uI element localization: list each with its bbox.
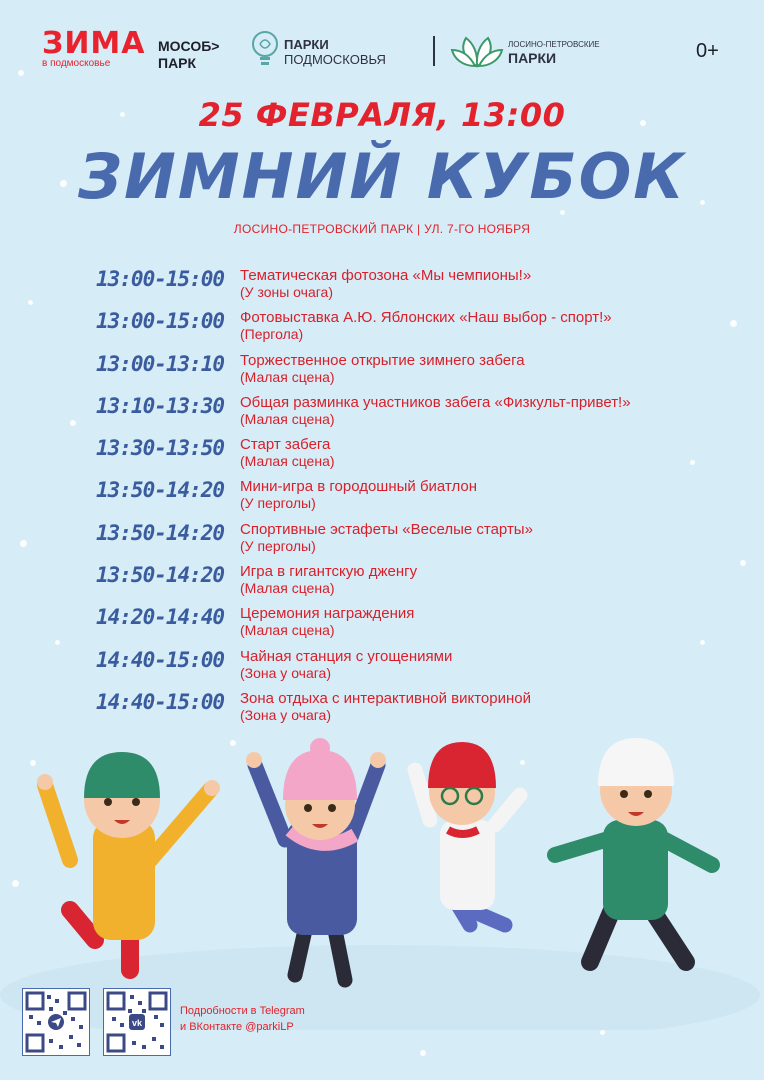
schedule-list xyxy=(96,266,716,731)
parki-line2: ПОДМОСКОВЬЯ xyxy=(284,52,386,67)
event-date-time: 25 ФЕВРАЛЯ, 13:00 xyxy=(198,96,566,134)
schedule-row xyxy=(96,393,716,435)
schedule-event-name: Спортивные эстафеты «Веселые старты» xyxy=(240,520,533,538)
schedule-event-place: (Зона у очага) xyxy=(240,664,332,681)
zima-logo xyxy=(42,26,146,70)
leaves-icon xyxy=(450,30,504,70)
lp-line2: ПАРКИ xyxy=(508,50,557,66)
zima-logo-text: ЗИМА xyxy=(42,26,146,61)
schedule-row xyxy=(96,520,716,562)
telegram-qr-code[interactable] xyxy=(22,988,90,1056)
schedule-row xyxy=(96,604,716,646)
event-title: ЗИМНИЙ КУБОК xyxy=(77,140,686,213)
mosobpark-line1: МОСОБ> xyxy=(158,38,220,54)
schedule-time: 13:00-15:00 xyxy=(96,267,225,291)
schedule-time: 13:30-13:50 xyxy=(96,436,225,461)
zima-logo-subtitle: в подмосковье xyxy=(42,58,111,69)
schedule-event-place: (У перголы) xyxy=(240,495,316,512)
qr-code-icon xyxy=(104,989,170,1055)
header xyxy=(0,28,764,78)
schedule-event-name: Фотовыставка А.Ю. Яблонских «Наш выбор - спорт!» xyxy=(240,309,612,327)
schedule-event-name: Тематическая фотозона «Мы чемпионы!» xyxy=(240,267,532,284)
logo-divider xyxy=(433,36,435,66)
vkontakte-qr-code[interactable] xyxy=(103,988,171,1056)
schedule-event-place: (Малая сцена) xyxy=(240,622,335,639)
svg-text:vk: vk xyxy=(131,1018,143,1028)
schedule-row xyxy=(96,562,716,604)
light-bulb-icon xyxy=(250,28,280,70)
schedule-event-place: (Пергола) xyxy=(240,326,304,343)
schedule-event-place: (У перголы) xyxy=(240,537,316,554)
kid-blue-coat xyxy=(246,738,386,980)
schedule-time: 13:00-15:00 xyxy=(96,309,225,334)
schedule-event-name: Общая разминка участников забега «Физкульт-привет!» xyxy=(240,393,631,411)
schedule-time: 13:10-13:30 xyxy=(96,393,225,418)
schedule-row xyxy=(96,477,716,519)
schedule-time: 14:20-14:40 xyxy=(96,605,225,630)
kid-yellow-coat xyxy=(37,752,220,970)
schedule-event-place: (У зоны очага) xyxy=(240,284,333,300)
schedule-time: 13:50-14:20 xyxy=(96,478,225,503)
event-venue: ЛОСИНО-ПЕТРОВСКИЙ ПАРК | УЛ. 7-ГО НОЯБРЯ xyxy=(233,222,531,236)
schedule-row xyxy=(96,435,716,477)
schedule-event-place: (Малая сцена) xyxy=(240,410,335,427)
schedule-time: 13:50-14:20 xyxy=(96,563,225,588)
schedule-row xyxy=(96,266,716,308)
schedule-event-place: (Зона у очага) xyxy=(240,706,332,723)
schedule-event-name: Мини-игра в городошный биатлон xyxy=(240,478,478,496)
footer-line2: и ВКонтакте @parkiLP xyxy=(180,1021,294,1033)
lp-line1: ЛОСИНО-ПЕТРОВСКИЕ xyxy=(508,40,600,49)
mosobpark-logo xyxy=(158,38,219,72)
qr-code-icon xyxy=(23,989,89,1055)
schedule-row xyxy=(96,647,716,689)
schedule-event-place: (Малая сцена) xyxy=(240,368,335,385)
schedule-time: 13:00-13:10 xyxy=(96,351,225,376)
schedule-time: 14:40-15:00 xyxy=(96,689,225,714)
parki-line1: ПАРКИ xyxy=(284,37,329,52)
schedule-event-name: Игра в гигантскую дженгу xyxy=(240,563,418,581)
schedule-event-place: (Малая сцена) xyxy=(240,453,335,470)
schedule-event-name: Чайная станция с угощениями xyxy=(240,647,453,665)
age-rating: 0+ xyxy=(696,40,719,62)
children-illustration xyxy=(0,730,764,1030)
schedule-time: 13:50-14:20 xyxy=(96,520,225,545)
mosobpark-line2: ПАРК xyxy=(158,55,197,71)
footer-line1: Подробности в Telegram xyxy=(180,1005,305,1017)
schedule-event-name: Старт забега xyxy=(240,436,331,454)
schedule-time: 14:40-15:00 xyxy=(96,647,225,672)
footer-social-text xyxy=(180,1003,305,1035)
schedule-row xyxy=(96,351,716,393)
kid-green-sweater xyxy=(555,738,712,962)
kid-white-coat xyxy=(415,742,520,925)
schedule-event-name: Церемония награждения xyxy=(240,605,415,623)
schedule-row xyxy=(96,308,716,350)
schedule-event-name: Зона отдыха с интерактивной викториной xyxy=(240,689,531,707)
schedule-event-name: Торжественное открытие зимнего забега xyxy=(240,351,525,369)
schedule-row xyxy=(96,689,716,731)
schedule-event-place: (Малая сцена) xyxy=(240,580,335,597)
